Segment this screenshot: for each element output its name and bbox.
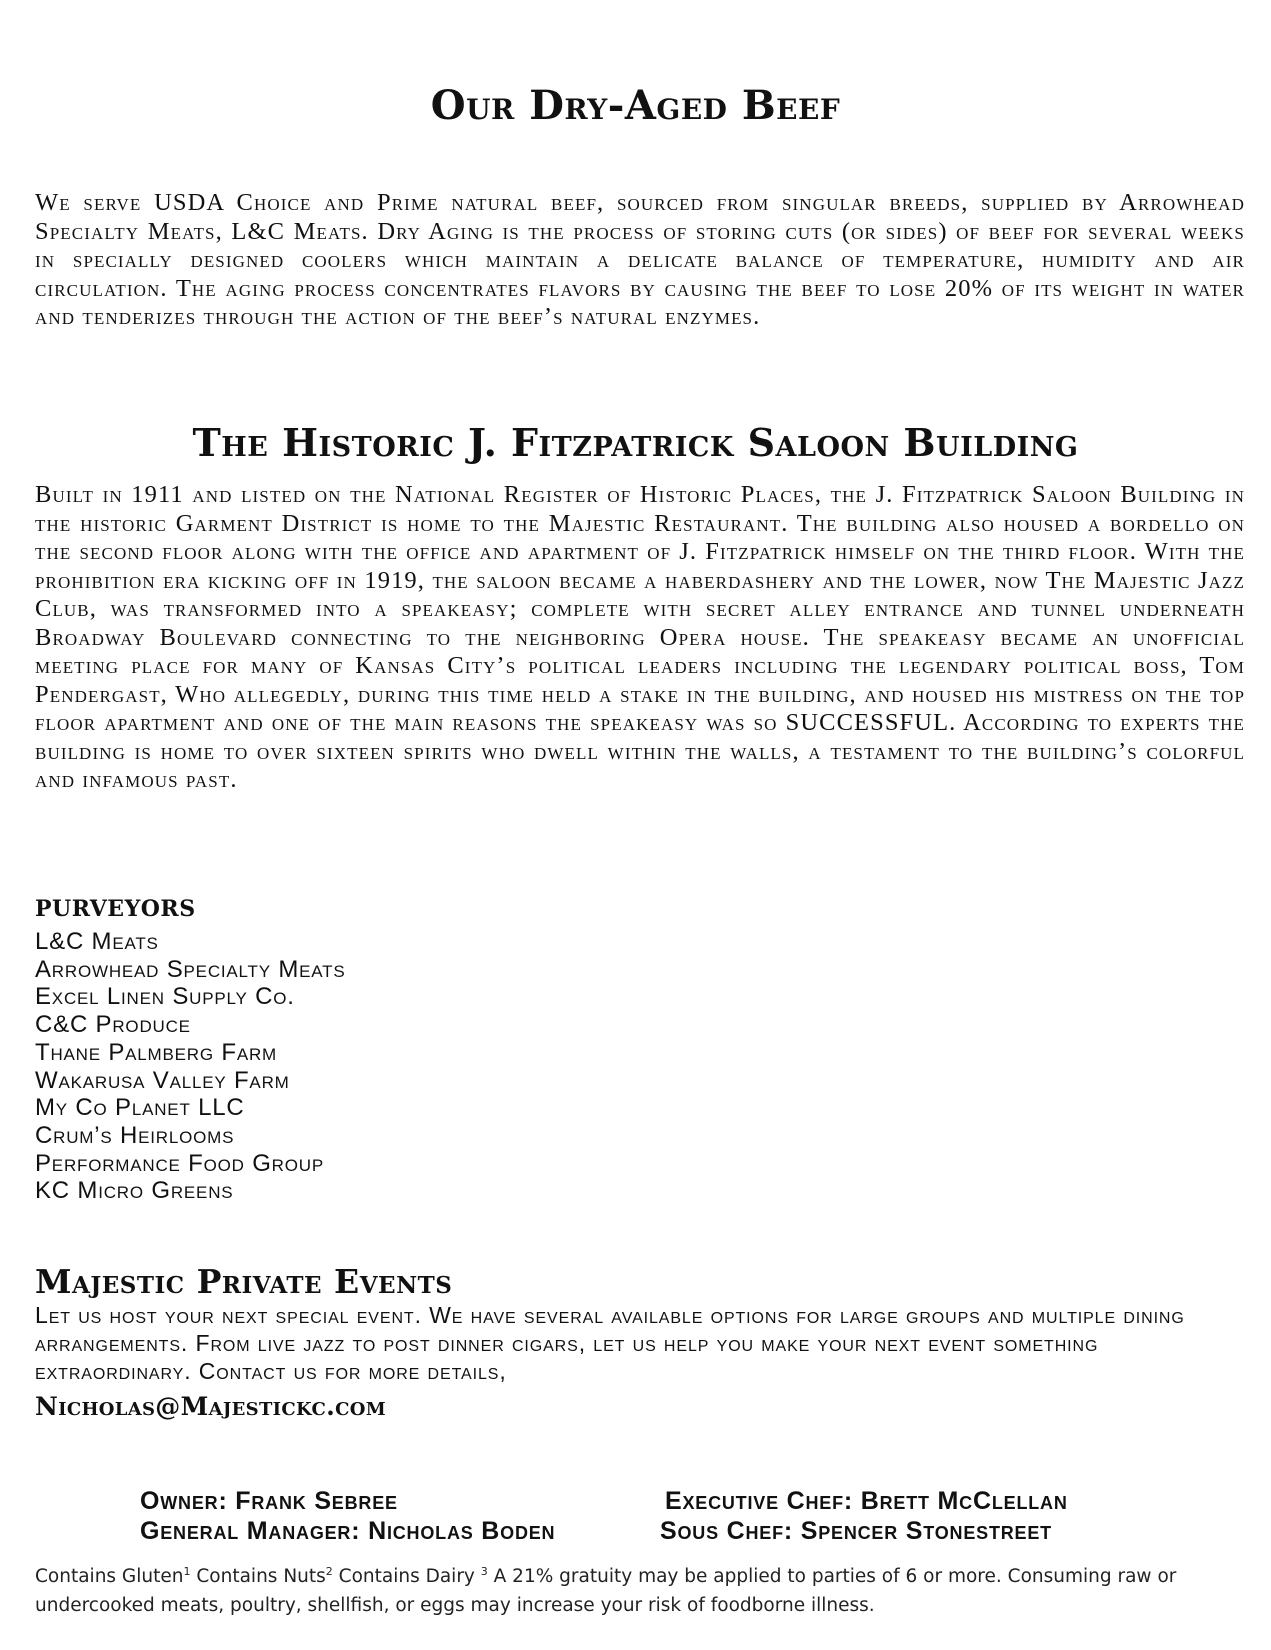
list-item: Performance Food Group bbox=[35, 1149, 325, 1177]
dairy-note: Contains Dairy bbox=[332, 1566, 481, 1587]
purveyor-list bbox=[35, 928, 345, 1205]
list-item: Arrowhead Specialty Meats bbox=[35, 955, 346, 983]
contact-email-link[interactable]: Nicholas@Majestickc.com bbox=[35, 1392, 386, 1421]
list-item: My Co Planet LLC bbox=[35, 1094, 245, 1122]
executive-chef-credit: Executive Chef: Brett McClellan bbox=[665, 1487, 1068, 1515]
dry-aged-beef-text: We serve USDA Choice and Prime natural beef, sourced from singular breeds, supplied by Arrowhead Specialty Meats, L&C Meats. Dry Aging is the process of storing cuts (or sides) of beef for several weeks in specially designed coolers which maintain a delicate balance of temperature, humidity and air circulation. The aging process concentrates flavors by causing the beef to lose 20% of its weight in water and tenderizes through the action of the beef’s natural enzymes. bbox=[35, 189, 1245, 330]
allergen-footnote bbox=[35, 1562, 1235, 1620]
list-item: KC Micro Greens bbox=[35, 1177, 234, 1205]
gluten-note: Contains Gluten bbox=[35, 1566, 184, 1587]
list-item: Crum’s Heirlooms bbox=[35, 1121, 235, 1149]
list-item: C&C Produce bbox=[35, 1011, 191, 1039]
gluten-mark: 1 bbox=[183, 1565, 191, 1578]
dairy-mark: 3 bbox=[480, 1565, 488, 1578]
sous-chef-credit: Sous Chef: Spencer Stonestreet bbox=[660, 1517, 1052, 1545]
gratuity-notice: A 21% gratuity may be applied to parties of 6 or more. Consuming raw or undercooked meats, poultry, shellfish, or eggs may increase your risk of foodborne illness. bbox=[35, 1566, 1177, 1616]
owner-credit: Owner: Frank Sebree bbox=[140, 1487, 398, 1515]
general-manager-credit: General Manager: Nicholas Boden bbox=[140, 1517, 556, 1545]
saloon-building-text: Built in 1911 and listed on the National Register of Historic Places, the J. Fitzpatrick Saloon Building in the historic Garment District is home to the Majestic Restaurant. The building also housed a bordello on the second floor along with the office and apartment of J. Fitzpatrick himself on the third floor. With the prohibition era kicking off in 1919, the saloon became a haberdashery and the lower, now The Majestic Jazz Club, was transformed into a speakeasy; complete with secret alley entrance and tunnel underneath Broadway Boulevard connecting to the neighboring Opera house. The speakeasy became an unofficial meeting place for many of Kansas City’s political leaders including the legendary political boss, Tom Pendergast, Who allegedly, during this time held a stake in the building, and housed his mistress on the top floor apartment and one of the main reasons the speakeasy was so SUCCESSFUL. According to experts the building is home to over sixteen spirits who dwell within the walls, a testament to the building’s colorful and infamous past. bbox=[35, 481, 1245, 793]
private-events-text: Let us host your next special event. We have several available options for large groups and multiple dining arrangements. From live jazz to post dinner cigars, let us help you make your next event something extraordinary. Contact us for more details, bbox=[35, 1302, 1185, 1384]
list-item: Excel Linen Supply Co. bbox=[35, 983, 295, 1011]
dry-aged-beef-title: Our Dry-Aged Beef bbox=[430, 82, 841, 129]
saloon-building-title: The Historic J. Fitzpatrick Saloon Building bbox=[192, 420, 1079, 465]
list-item: Thane Palmberg Farm bbox=[35, 1038, 278, 1066]
nuts-note: Contains Nuts bbox=[190, 1566, 326, 1587]
nuts-mark: 2 bbox=[325, 1565, 333, 1578]
private-events-heading: Majestic Private Events bbox=[35, 1262, 453, 1301]
list-item: Wakarusa Valley Farm bbox=[35, 1066, 290, 1094]
list-item: L&C Meats bbox=[35, 928, 159, 955]
purveyors-heading: purveyors bbox=[35, 888, 196, 924]
